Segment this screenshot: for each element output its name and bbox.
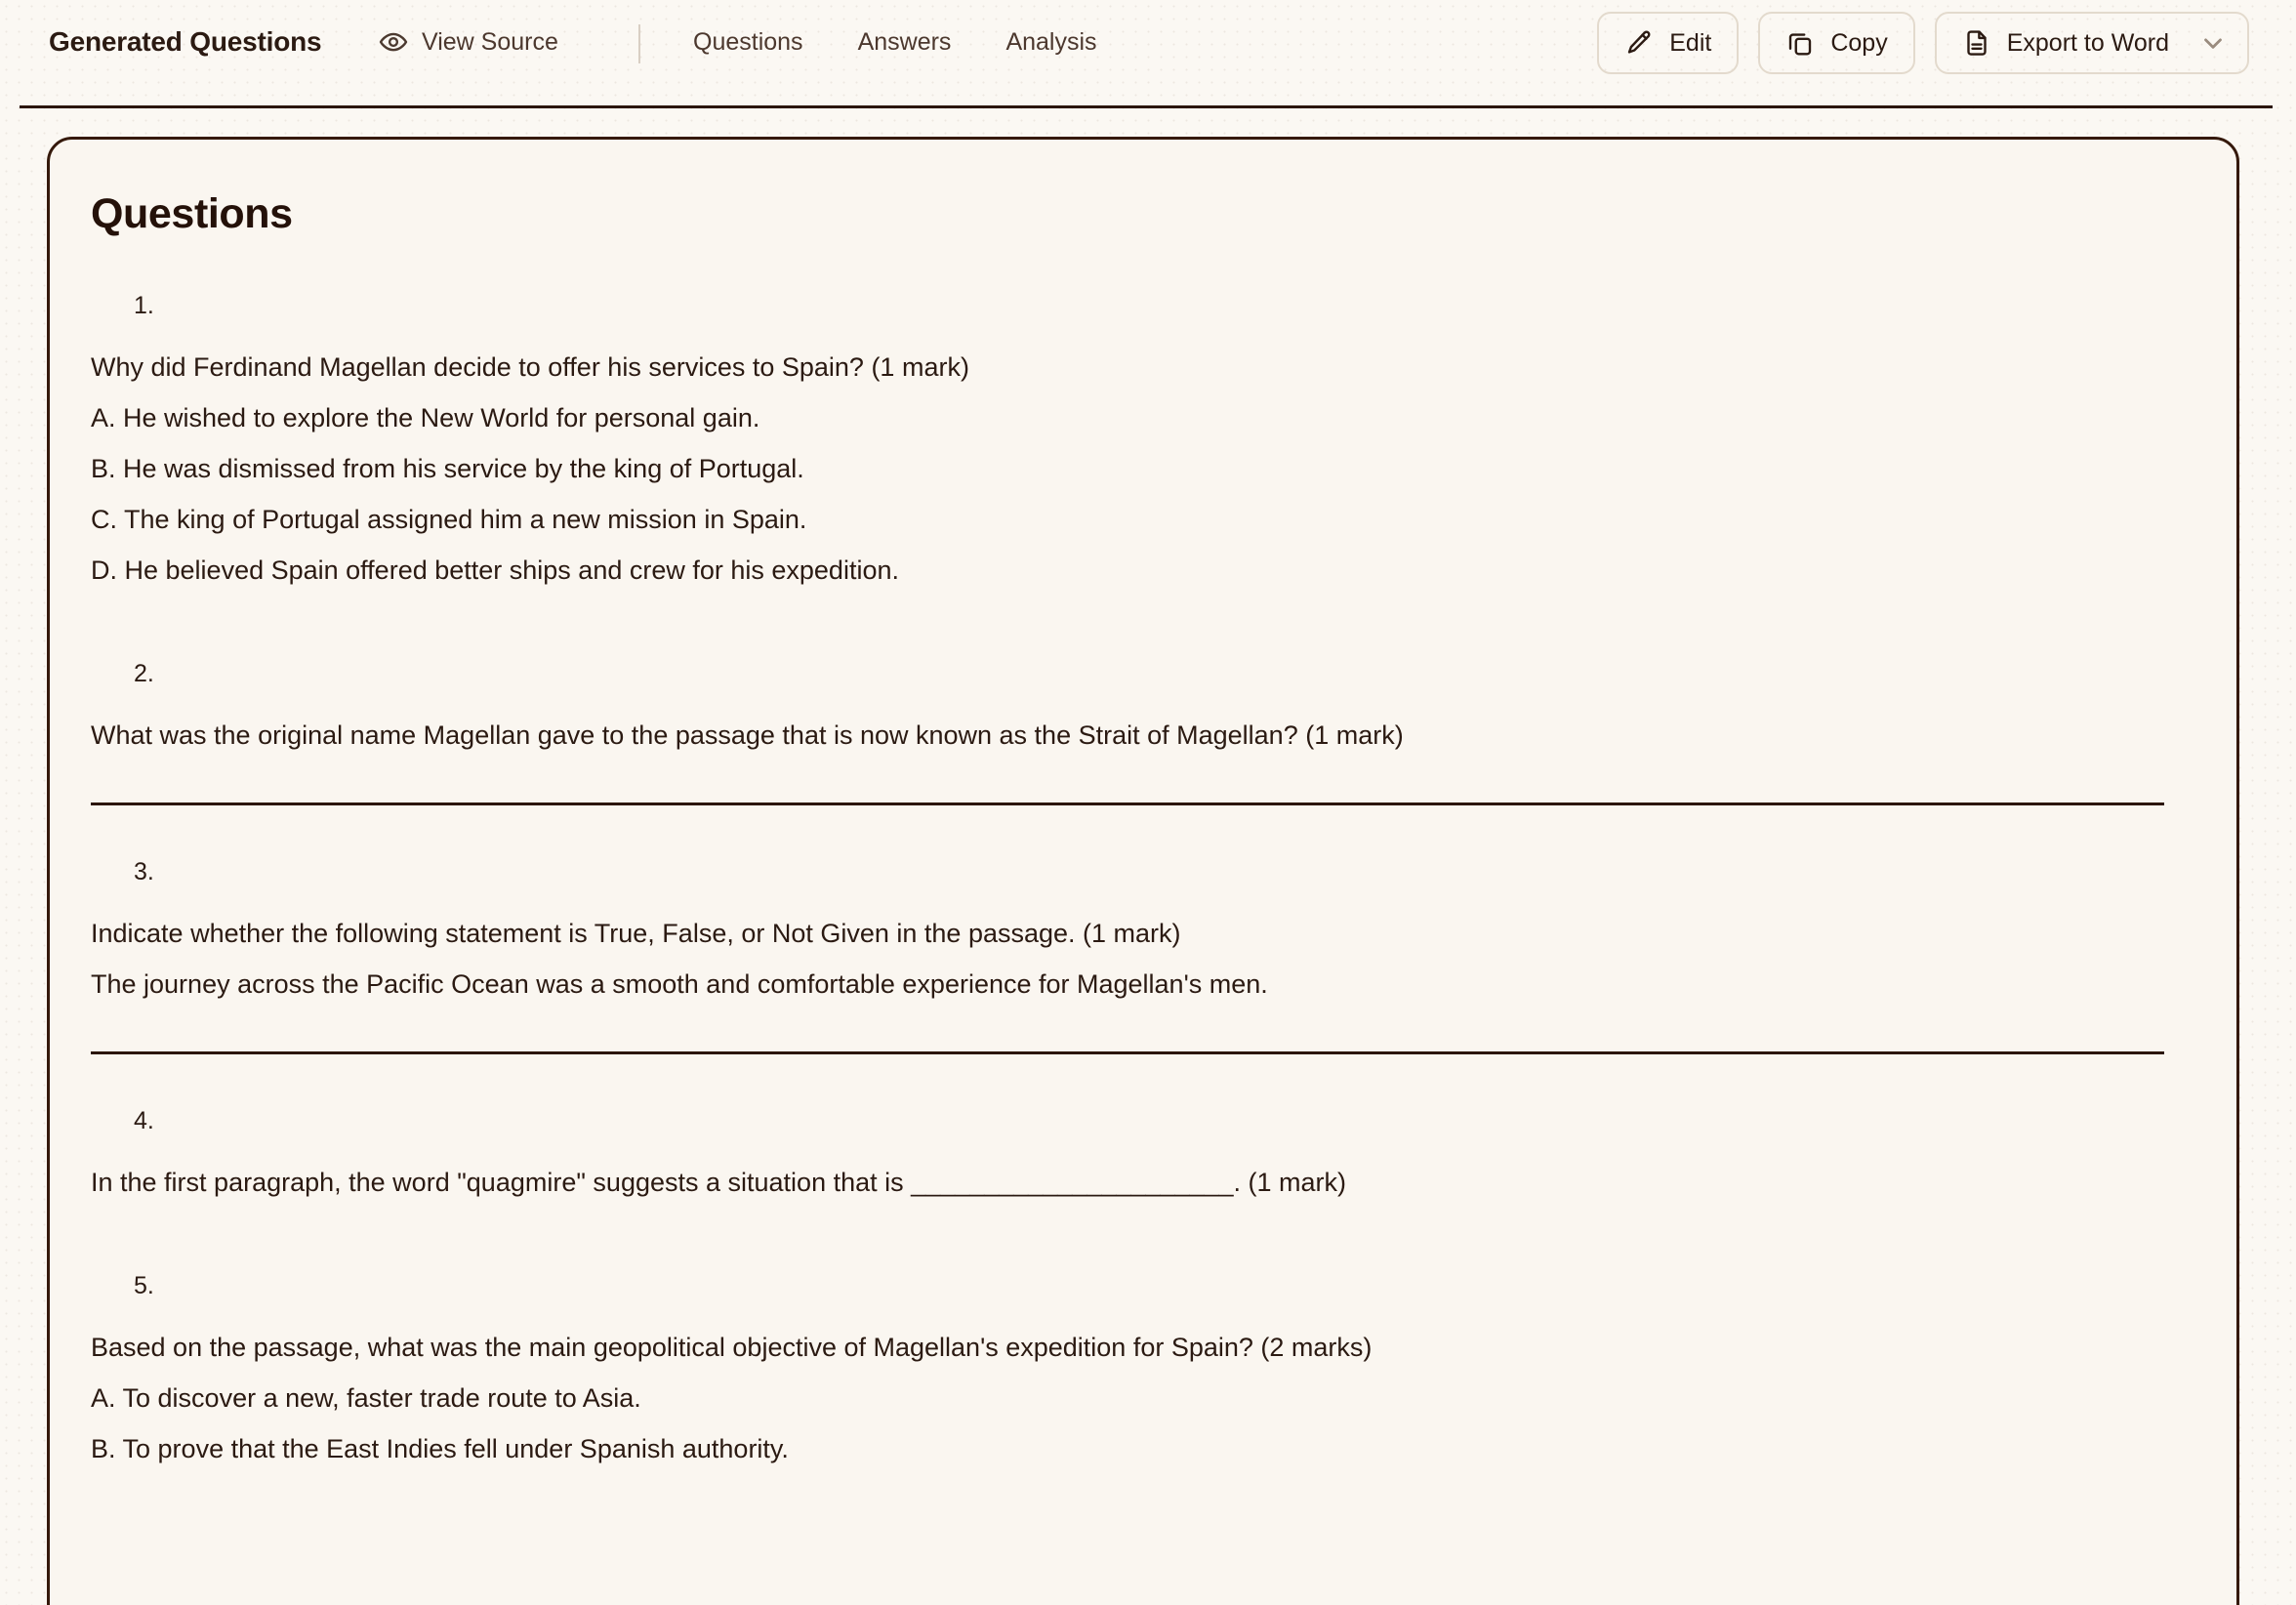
question-statement: The journey across the Pacific Ocean was a smooth and comfortable experience for Magellan's men. bbox=[91, 969, 1268, 999]
app-header bbox=[0, 0, 2296, 107]
header-bottom-rule bbox=[20, 105, 2273, 108]
document-icon bbox=[1962, 28, 1991, 58]
pencil-icon bbox=[1624, 28, 1654, 58]
answer-line bbox=[91, 1051, 2164, 1054]
question-option: A. To discover a new, faster trade route to Asia. bbox=[91, 1383, 641, 1413]
question-body bbox=[91, 908, 2199, 1054]
question-option: B. To prove that the East Indies fell under Spanish authority. bbox=[91, 1434, 789, 1463]
question-body bbox=[91, 710, 2199, 805]
spacer bbox=[91, 1208, 2199, 1262]
header-tabs bbox=[693, 28, 1125, 57]
copy-button-label: Copy bbox=[1830, 28, 1888, 57]
card-title: Questions bbox=[91, 190, 293, 237]
spacer bbox=[91, 596, 2199, 650]
question-number: 4. bbox=[134, 1107, 154, 1134]
page-title: Generated Questions bbox=[49, 26, 322, 57]
answer-line bbox=[91, 802, 2164, 805]
question-text: What was the original name Magellan gave to the passage that is now known as the Strait of Magellan? (1 mark) bbox=[91, 720, 1404, 750]
chevron-down-icon[interactable] bbox=[2198, 28, 2228, 58]
question-option: B. He was dismissed from his service by the king of Portugal. bbox=[91, 454, 804, 483]
header-divider bbox=[638, 24, 640, 63]
question-body bbox=[91, 342, 2199, 596]
questions-list bbox=[91, 282, 2199, 1474]
question-option: A. He wished to explore the New World for personal gain. bbox=[91, 403, 760, 432]
edit-button[interactable] bbox=[1597, 12, 1739, 74]
question-text: Indicate whether the following statement is True, False, or Not Given in the passage. (1 mark) bbox=[91, 919, 1181, 948]
view-source-label: View Source bbox=[422, 27, 558, 56]
question-body bbox=[91, 1157, 2199, 1208]
questions-card bbox=[47, 137, 2239, 1605]
copy-button[interactable] bbox=[1758, 12, 1914, 74]
eye-icon bbox=[379, 27, 408, 57]
question-item bbox=[91, 650, 2199, 805]
question-item bbox=[91, 282, 2199, 596]
question-item bbox=[91, 848, 2199, 1054]
edit-button-label: Edit bbox=[1669, 28, 1712, 57]
question-item bbox=[91, 1097, 2199, 1208]
export-to-word-label: Export to Word bbox=[2006, 28, 2169, 57]
question-text: In the first paragraph, the word "quagmire" suggests a situation that is ______________________. (1 mark) bbox=[91, 1168, 1346, 1197]
tab-questions[interactable]: Questions bbox=[693, 28, 803, 56]
copy-icon bbox=[1785, 28, 1815, 58]
tab-analysis[interactable]: Analysis bbox=[1005, 28, 1097, 56]
spacer bbox=[91, 811, 2199, 848]
question-option: D. He believed Spain offered better ships and crew for his expedition. bbox=[91, 556, 899, 585]
question-text: Based on the passage, what was the main geopolitical objective of Magellan's expedition for Spain? (2 marks) bbox=[91, 1333, 1373, 1362]
spacer bbox=[91, 1060, 2199, 1097]
question-body bbox=[91, 1322, 2199, 1474]
header-actions bbox=[1597, 12, 2249, 74]
question-number: 5. bbox=[134, 1272, 154, 1299]
export-to-word-button[interactable] bbox=[1935, 12, 2249, 74]
question-option: C. The king of Portugal assigned him a new mission in Spain. bbox=[91, 505, 807, 534]
question-number: 1. bbox=[134, 292, 154, 319]
question-item bbox=[91, 1262, 2199, 1474]
tab-answers[interactable]: Answers bbox=[857, 28, 952, 56]
question-text: Why did Ferdinand Magellan decide to offer his services to Spain? (1 mark) bbox=[91, 352, 969, 382]
question-number: 2. bbox=[134, 660, 154, 687]
question-number: 3. bbox=[134, 858, 154, 885]
view-source-button[interactable] bbox=[379, 27, 558, 57]
